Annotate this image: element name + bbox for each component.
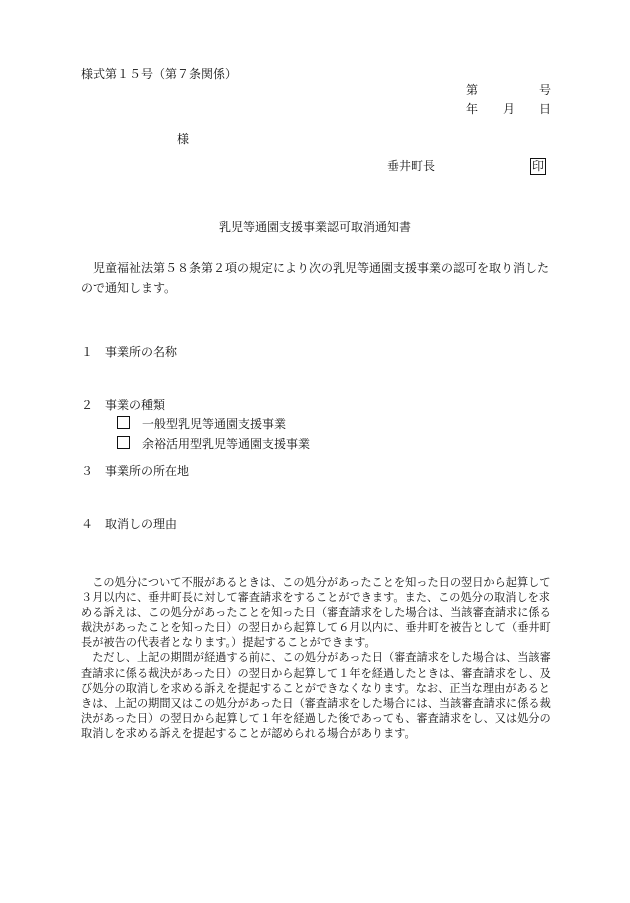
form-label: 様式第１５号（第７条関係） [81,67,238,81]
checkbox-general[interactable] [117,416,130,429]
appeal-notice-paragraph-2: ただし、上記の期間が経過する前に、この処分があった日（審査請求をした場合は、当該審査請求に係る裁決があった日）の翌日から起算して１年を経過したときは、審査請求をし、及び処分の取消しを求める訴えを提起することができなくなります。なお、正当な理由があるときは、上記の期間又はこの処分があった日（審査請求をした場合には、当該審査請求に係る裁決があった日）の翌日から起算して１年を経過した後であっても、審査請求をし、又は処分の取消しを求める訴えを提起することが認められる場合があります。 [81,651,551,740]
item-2-label: 事業の種類 [105,398,166,412]
appeal-notice [81,575,551,741]
item-4-label: 取消しの理由 [105,517,178,531]
number-suffix: 号 [539,83,552,97]
document-title: 乳児等通園支援事業認可取消通知書 [219,220,412,234]
item-2 [81,397,165,414]
item-2-number: ２ [81,398,94,412]
item-1-number: １ [81,345,94,359]
item-3 [81,463,189,480]
option-spare-capacity-label: 余裕活用型乳児等通園支援事業 [142,437,311,451]
issuer-name: 垂井町長 [387,159,436,173]
date-month: 月 [503,102,516,116]
option-spare-capacity [117,436,310,453]
checkbox-spare-capacity[interactable] [117,436,130,449]
appeal-notice-paragraph-1: この処分について不服があるときは、この処分があったことを知った日の翌日から起算して３月以内に、垂井町長に対して審査請求をすることができます。また、この処分の取消しを求める訴えは、この処分があったことを知った日（審査請求をした場合は、当該審査請求に係る裁決があったことを知った日）の翌日から起算して６月以内に、垂井町を被告として（垂井町長が被告の代表者となります。）提起することができます。 [81,576,551,650]
item-1-label: 事業所の名称 [105,345,178,359]
item-4-number: ４ [81,517,94,531]
date-year: 年 [466,102,479,116]
item-3-label: 事業所の所在地 [105,464,190,478]
seal-mark: 印 [531,159,544,173]
item-3-number: ３ [81,464,94,478]
option-general [117,416,286,433]
date-day: 日 [539,102,552,116]
item-1 [81,344,177,361]
item-4 [81,516,177,533]
body-text: 児童福祉法第５８条第２項の規定により次の乳児等通園支援事業の認可を取り消したので通知します。 [81,261,550,295]
option-general-label: 一般型乳児等通園支援事業 [142,417,287,431]
addressee-suffix: 様 [177,132,190,146]
number-prefix: 第 [466,83,479,97]
